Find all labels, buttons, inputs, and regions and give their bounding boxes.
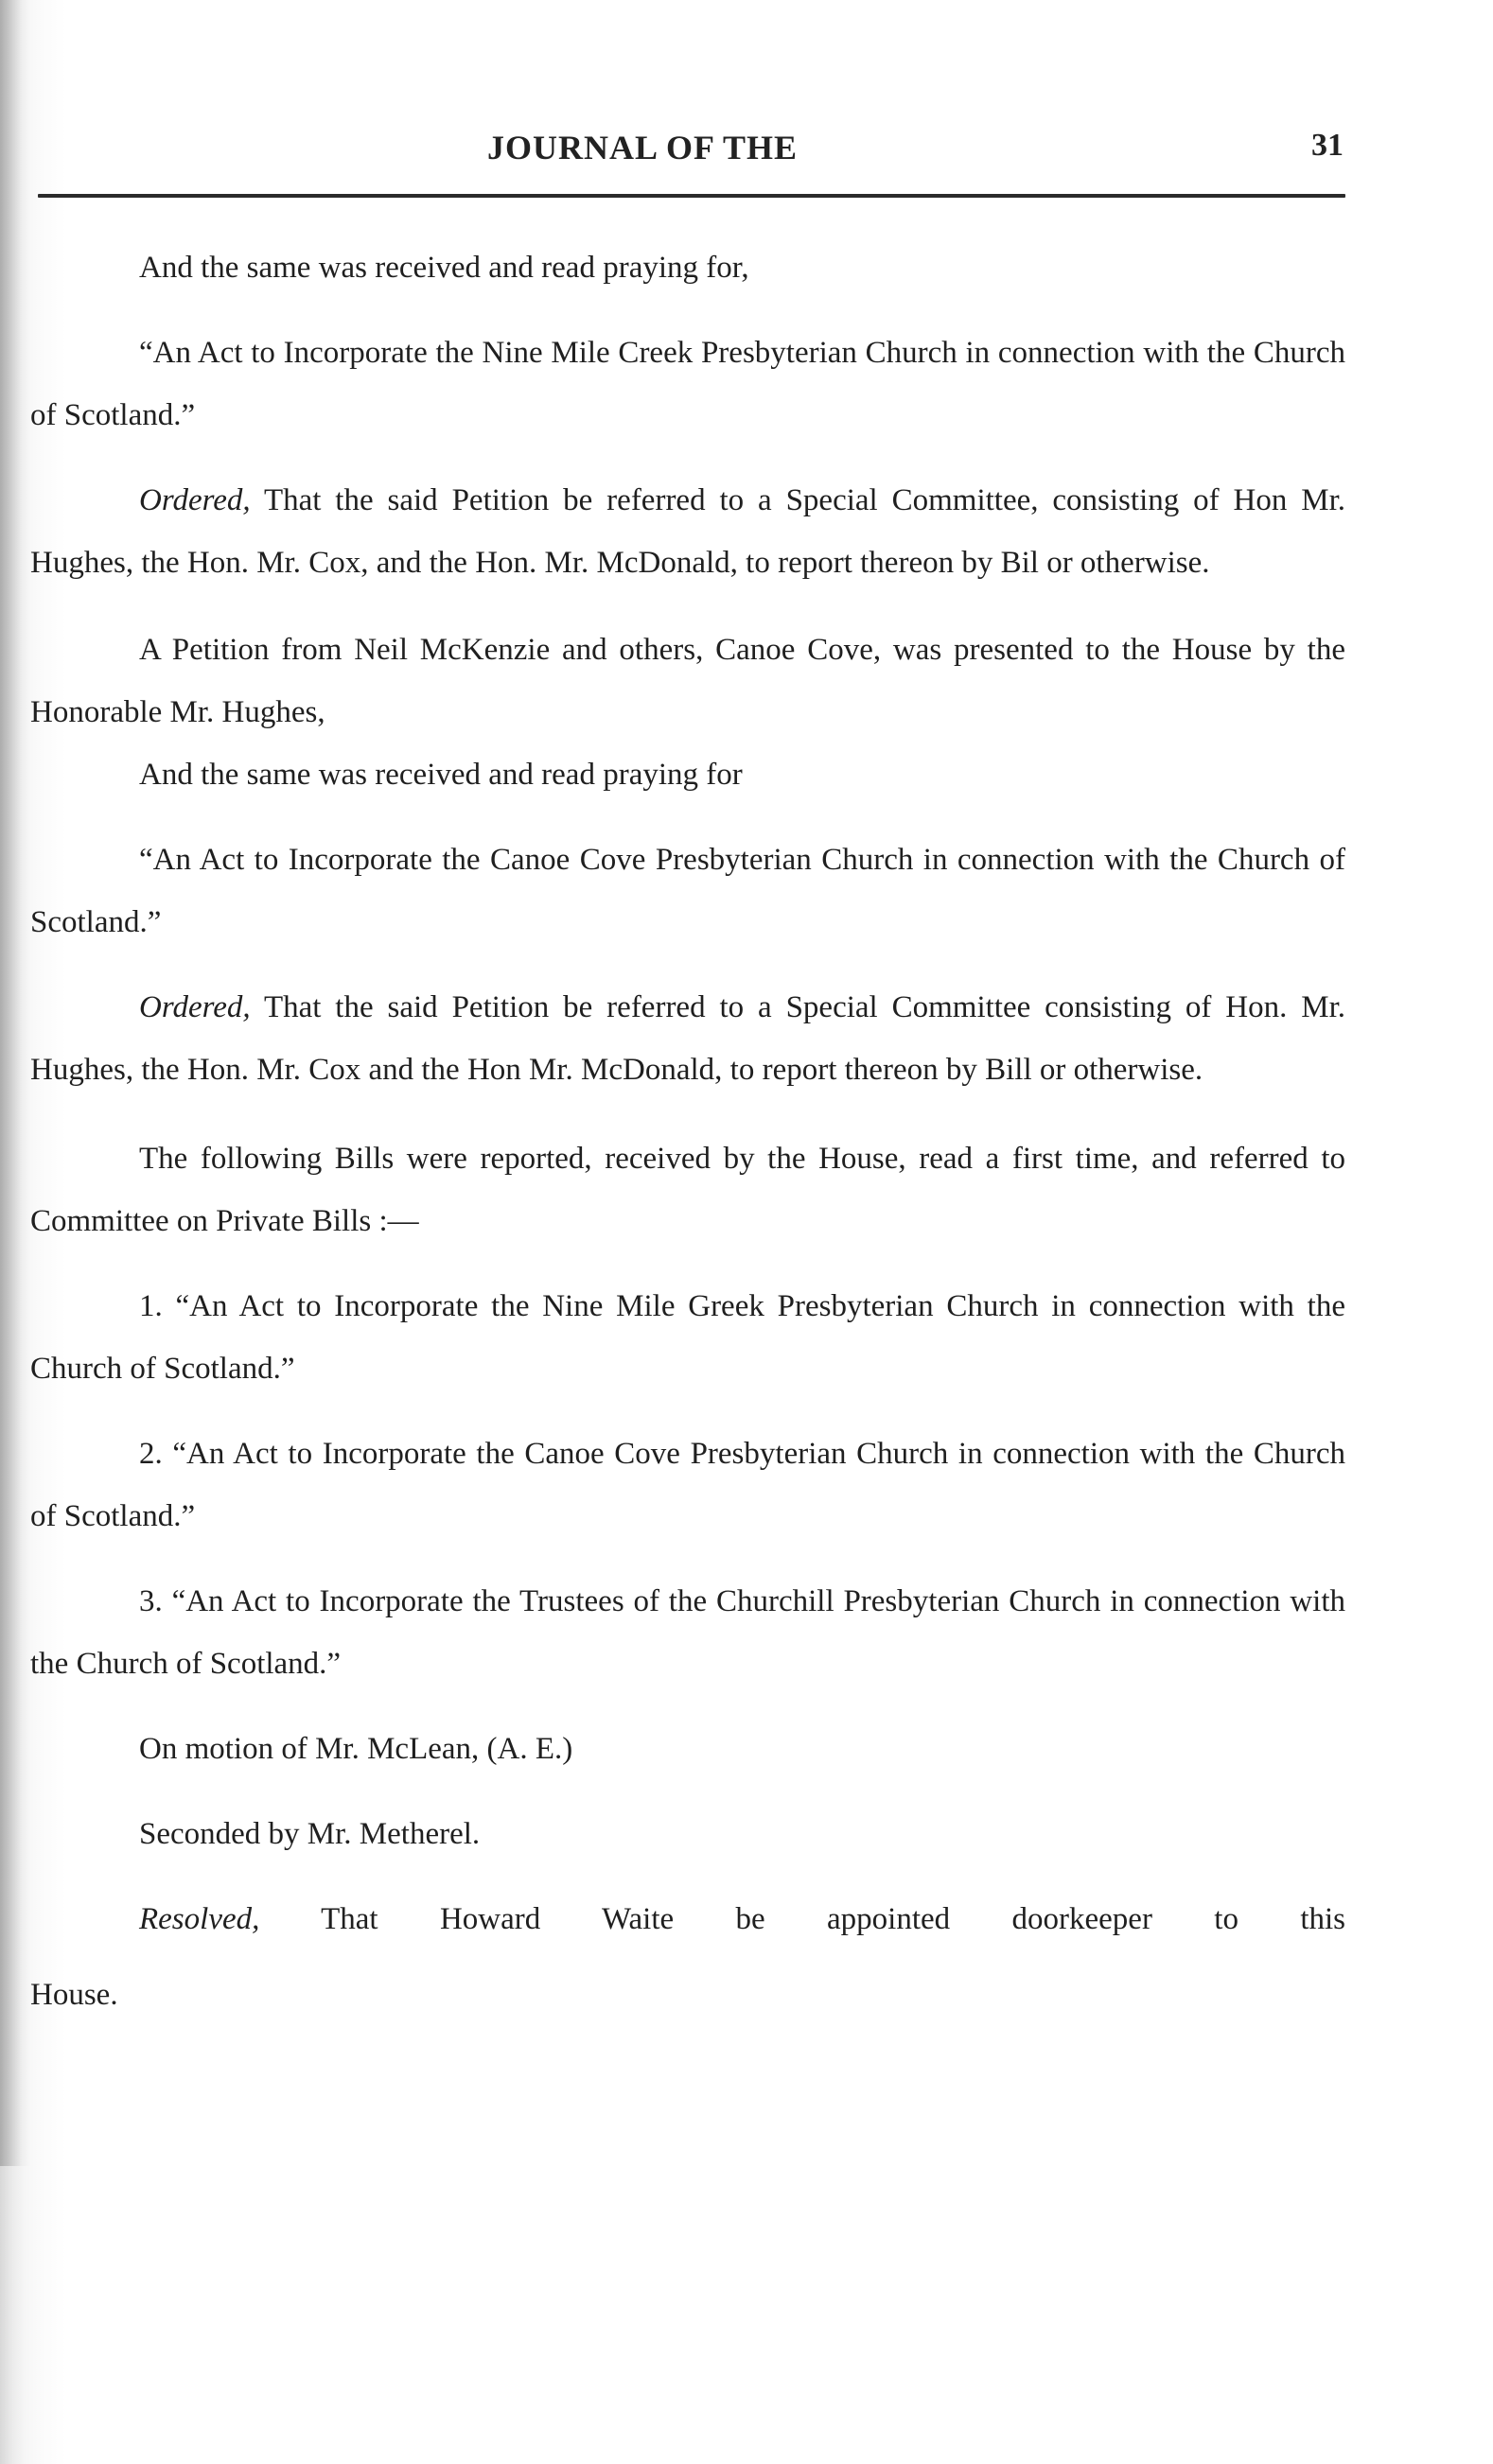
page-number: 31 xyxy=(1311,128,1344,163)
journal-body xyxy=(30,236,1345,2026)
resolved-line xyxy=(30,1888,1345,1950)
binding-shadow xyxy=(0,0,30,2166)
running-head: JOURNAL OF THE xyxy=(487,129,799,166)
ordered-text-2: That the said Petition be referred to a Special Committee consisting of Hon. Mr. Hughes, the Hon. Mr. Cox and the Hon Mr. McDonald, to report thereon by Bill or otherwise. xyxy=(30,990,1346,1087)
resolved-label: Resolved, xyxy=(139,1902,260,1936)
paragraph-act-canoe-cove: “An Act to Incorporate the Canoe Cove Presbyterian Church in connection with the Church of Scotland.” xyxy=(30,843,1345,939)
paragraph-bills-reported: The following Bills were reported, received by the House, read a first time, and referred to Committee on Private Bills :— xyxy=(30,1142,1345,1238)
paragraph-act-nine-mile: “An Act to Incorporate the Nine Mile Creek Presbyterian Church in connection with the Church of Scotland.” xyxy=(30,336,1345,432)
ordered-label: Ordered, xyxy=(139,483,251,517)
resolved-end: House. xyxy=(30,1978,118,2012)
ordered-label-2: Ordered, xyxy=(139,990,251,1024)
header-rule xyxy=(38,194,1345,198)
bill-item-2: 2. “An Act to Incorporate the Canoe Cove Presbyterian Church in connection with the Church of Scotland.” xyxy=(30,1437,1345,1533)
paragraph-received-2: And the same was received and read praying for xyxy=(139,758,743,792)
seconded-line: Seconded by Mr. Metherel. xyxy=(139,1817,481,1851)
paragraph-received: And the same was received and read praying for, xyxy=(139,251,749,285)
paragraph-ordered-1 xyxy=(30,469,1345,594)
paragraph-petition-canoe-cove: A Petition from Neil McKenzie and others, Canoe Cove, was presented to the House by the Honorable Mr. Hughes, xyxy=(30,633,1345,729)
bill-item-3: 3. “An Act to Incorporate the Trustees of the Churchill Presbyterian Church in connection with the Church of Scotland.” xyxy=(30,1584,1345,1681)
ordered-text: That the said Petition be referred to a Special Committee, consisting of Hon Mr. Hughes, the Hon. Mr. Cox, and the Hon. Mr. McDonald, to report thereon by Bil or otherwise. xyxy=(30,483,1346,580)
resolved-text: That Howard Waite be appointed doorkeeper to this xyxy=(321,1902,1345,1936)
motion-line: On motion of Mr. McLean, (A. E.) xyxy=(139,1732,573,1766)
page-header xyxy=(28,118,1344,175)
bill-item-1: 1. “An Act to Incorporate the Nine Mile Greek Presbyterian Church in connection with the Church of Scotland.” xyxy=(30,1289,1345,1386)
paragraph-ordered-2 xyxy=(30,976,1345,1101)
